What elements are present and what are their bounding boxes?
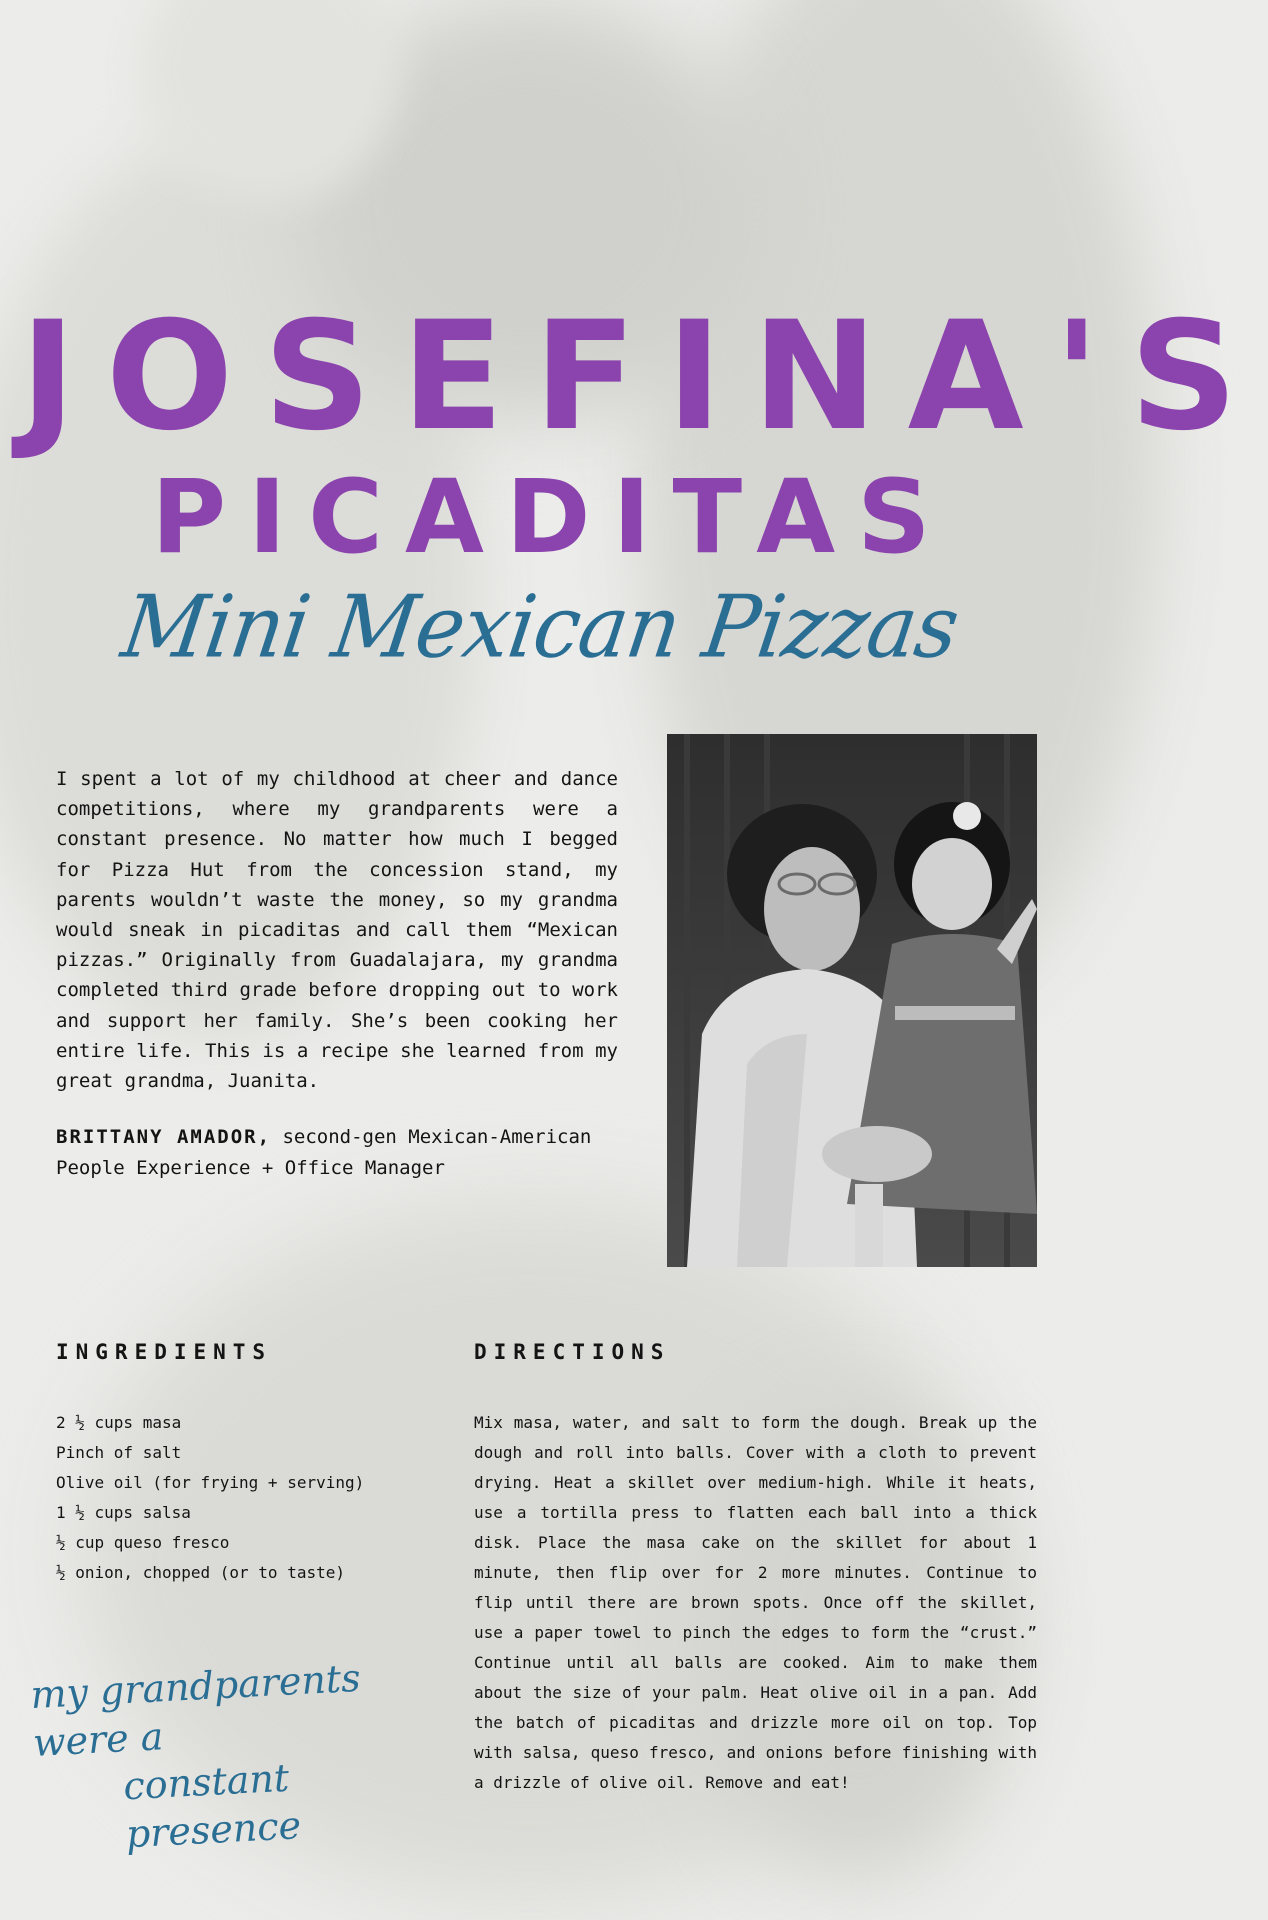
author-role: People Experience + Office Manager <box>56 1157 445 1179</box>
directions-heading: DIRECTIONS <box>474 1340 671 1364</box>
ingredients-heading: INGREDIENTS <box>56 1340 273 1364</box>
author-descriptor: second-gen Mexican-American <box>271 1126 592 1148</box>
ingredient-item: ½ onion, chopped (or to taste) <box>56 1563 345 1582</box>
handwritten-note-line-2: constant presence <box>122 1755 303 1857</box>
title-line-1: JOSEFINA'S <box>20 290 1268 464</box>
ingredients-list <box>56 1408 364 1588</box>
intro-paragraph: I spent a lot of my childhood at cheer and dance competitions, where my grandparents were a constant presence. No matter how much I begged for Pizza Hut from the concession stand, my parents wouldn’t waste the money, so my grandma would sneak in picaditas and call them “Mexican pizzas.” Originally from Guadalajara, my grandma completed third grade before dropping out to work and support her family. She’s been cooking her entire life. This is a recipe she learned from my great grandma, Juanita. <box>56 768 618 1093</box>
ingredient-item: 2 ½ cups masa <box>56 1413 182 1432</box>
directions-text: Mix masa, water, and salt to form the dough. Break up the dough and roll into balls. Cover with a cloth to prevent drying. Heat a skillet over medium-high. While it heats, use a tortilla press to flatten each ball into a thick disk. Place the masa cake on the skillet for about 1 minute, then flip over for 2 more minutes. Continue to flip until there are brown spots. Once off the skillet, use a paper towel to pinch the edges to form the “crust.” Continue until all balls are cooked. Aim to make them about the size of your palm. Heat olive oil in a pan. Add the batch of picaditas and drizzle more oil on top. Top with salsa, queso fresco, and onions before finishing with a drizzle of olive oil. Remove and eat! <box>474 1413 1037 1792</box>
script-subtitle: Mini Mexican Pizzas <box>116 577 964 678</box>
ingredient-item: 1 ½ cups salsa <box>56 1503 191 1522</box>
author-byline <box>56 1122 656 1184</box>
ingredient-item: Pinch of salt <box>56 1443 182 1462</box>
handwritten-note-line-1: my grandparents were a <box>29 1655 362 1765</box>
ingredient-item: ½ cup queso fresco <box>56 1533 230 1552</box>
handwritten-note <box>29 1649 458 1863</box>
author-name: BRITTANY AMADOR, <box>56 1126 272 1148</box>
title-line-2: PICADITAS <box>151 458 953 577</box>
family-photo <box>667 734 1037 1267</box>
ingredient-item: Olive oil (for frying + serving) <box>56 1473 365 1492</box>
